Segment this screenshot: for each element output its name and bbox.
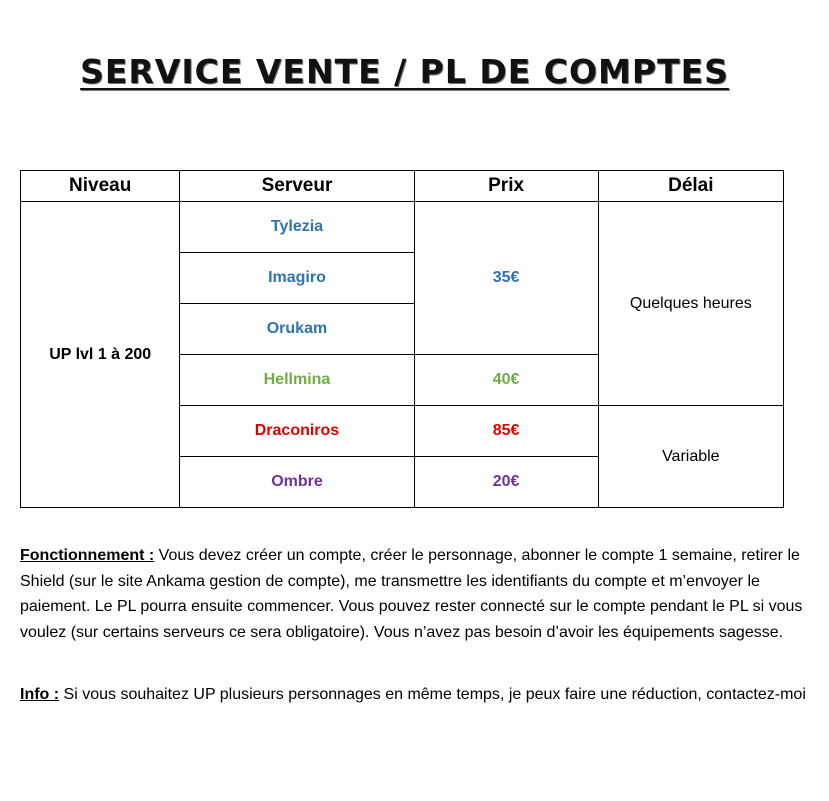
- fonctionnement-paragraph: [20, 543, 810, 645]
- header-serveur: Serveur: [180, 171, 414, 202]
- header-delai: Délai: [598, 171, 783, 202]
- niveau-cell: UP lvl 1 à 200: [21, 202, 180, 508]
- price-hellmina: 40€: [414, 355, 598, 406]
- server-imagiro: Imagiro: [180, 253, 414, 304]
- pricing-table: [20, 170, 784, 508]
- table-header-row: [21, 171, 784, 202]
- price-blue-servers: 35€: [414, 202, 598, 355]
- header-prix: Prix: [414, 171, 598, 202]
- price-ombre: 20€: [414, 457, 598, 508]
- server-tylezia: Tylezia: [180, 202, 414, 253]
- server-ombre: Ombre: [180, 457, 414, 508]
- header-niveau: Niveau: [21, 171, 180, 202]
- server-orukam: Orukam: [180, 304, 414, 355]
- fonctionnement-text: Vous devez créer un compte, créer le personnage, abonner le compte 1 semaine, retirer le Shield (sur le site Ankama gestion de compte), me transmettre les identifiants du compte et m’envoyer le paiement. Le PL pourra ensuite commencer. Vous pouvez rester connecté sur le compte pendant le PL si vous voulez (sur certains serveurs ce sera obligatoire). Vous n’avez pas besoin d’avoir les équipements sagesse.: [20, 547, 803, 641]
- page-title: SERVICE VENTE / PL DE COMPTES: [80, 52, 729, 91]
- info-label: Info :: [20, 686, 60, 703]
- table-row: [21, 202, 784, 253]
- delay-variable: Variable: [598, 406, 783, 508]
- info-paragraph: [20, 682, 810, 708]
- server-hellmina: Hellmina: [180, 355, 414, 406]
- fonctionnement-label: Fonctionnement :: [20, 547, 155, 564]
- price-draconiros: 85€: [414, 406, 598, 457]
- info-text: Si vous souhaitez UP plusieurs personnages en même temps, je peux faire une réduction, contactez-moi: [59, 686, 806, 703]
- delay-quelques-heures: Quelques heures: [598, 202, 783, 406]
- server-draconiros: Draconiros: [180, 406, 414, 457]
